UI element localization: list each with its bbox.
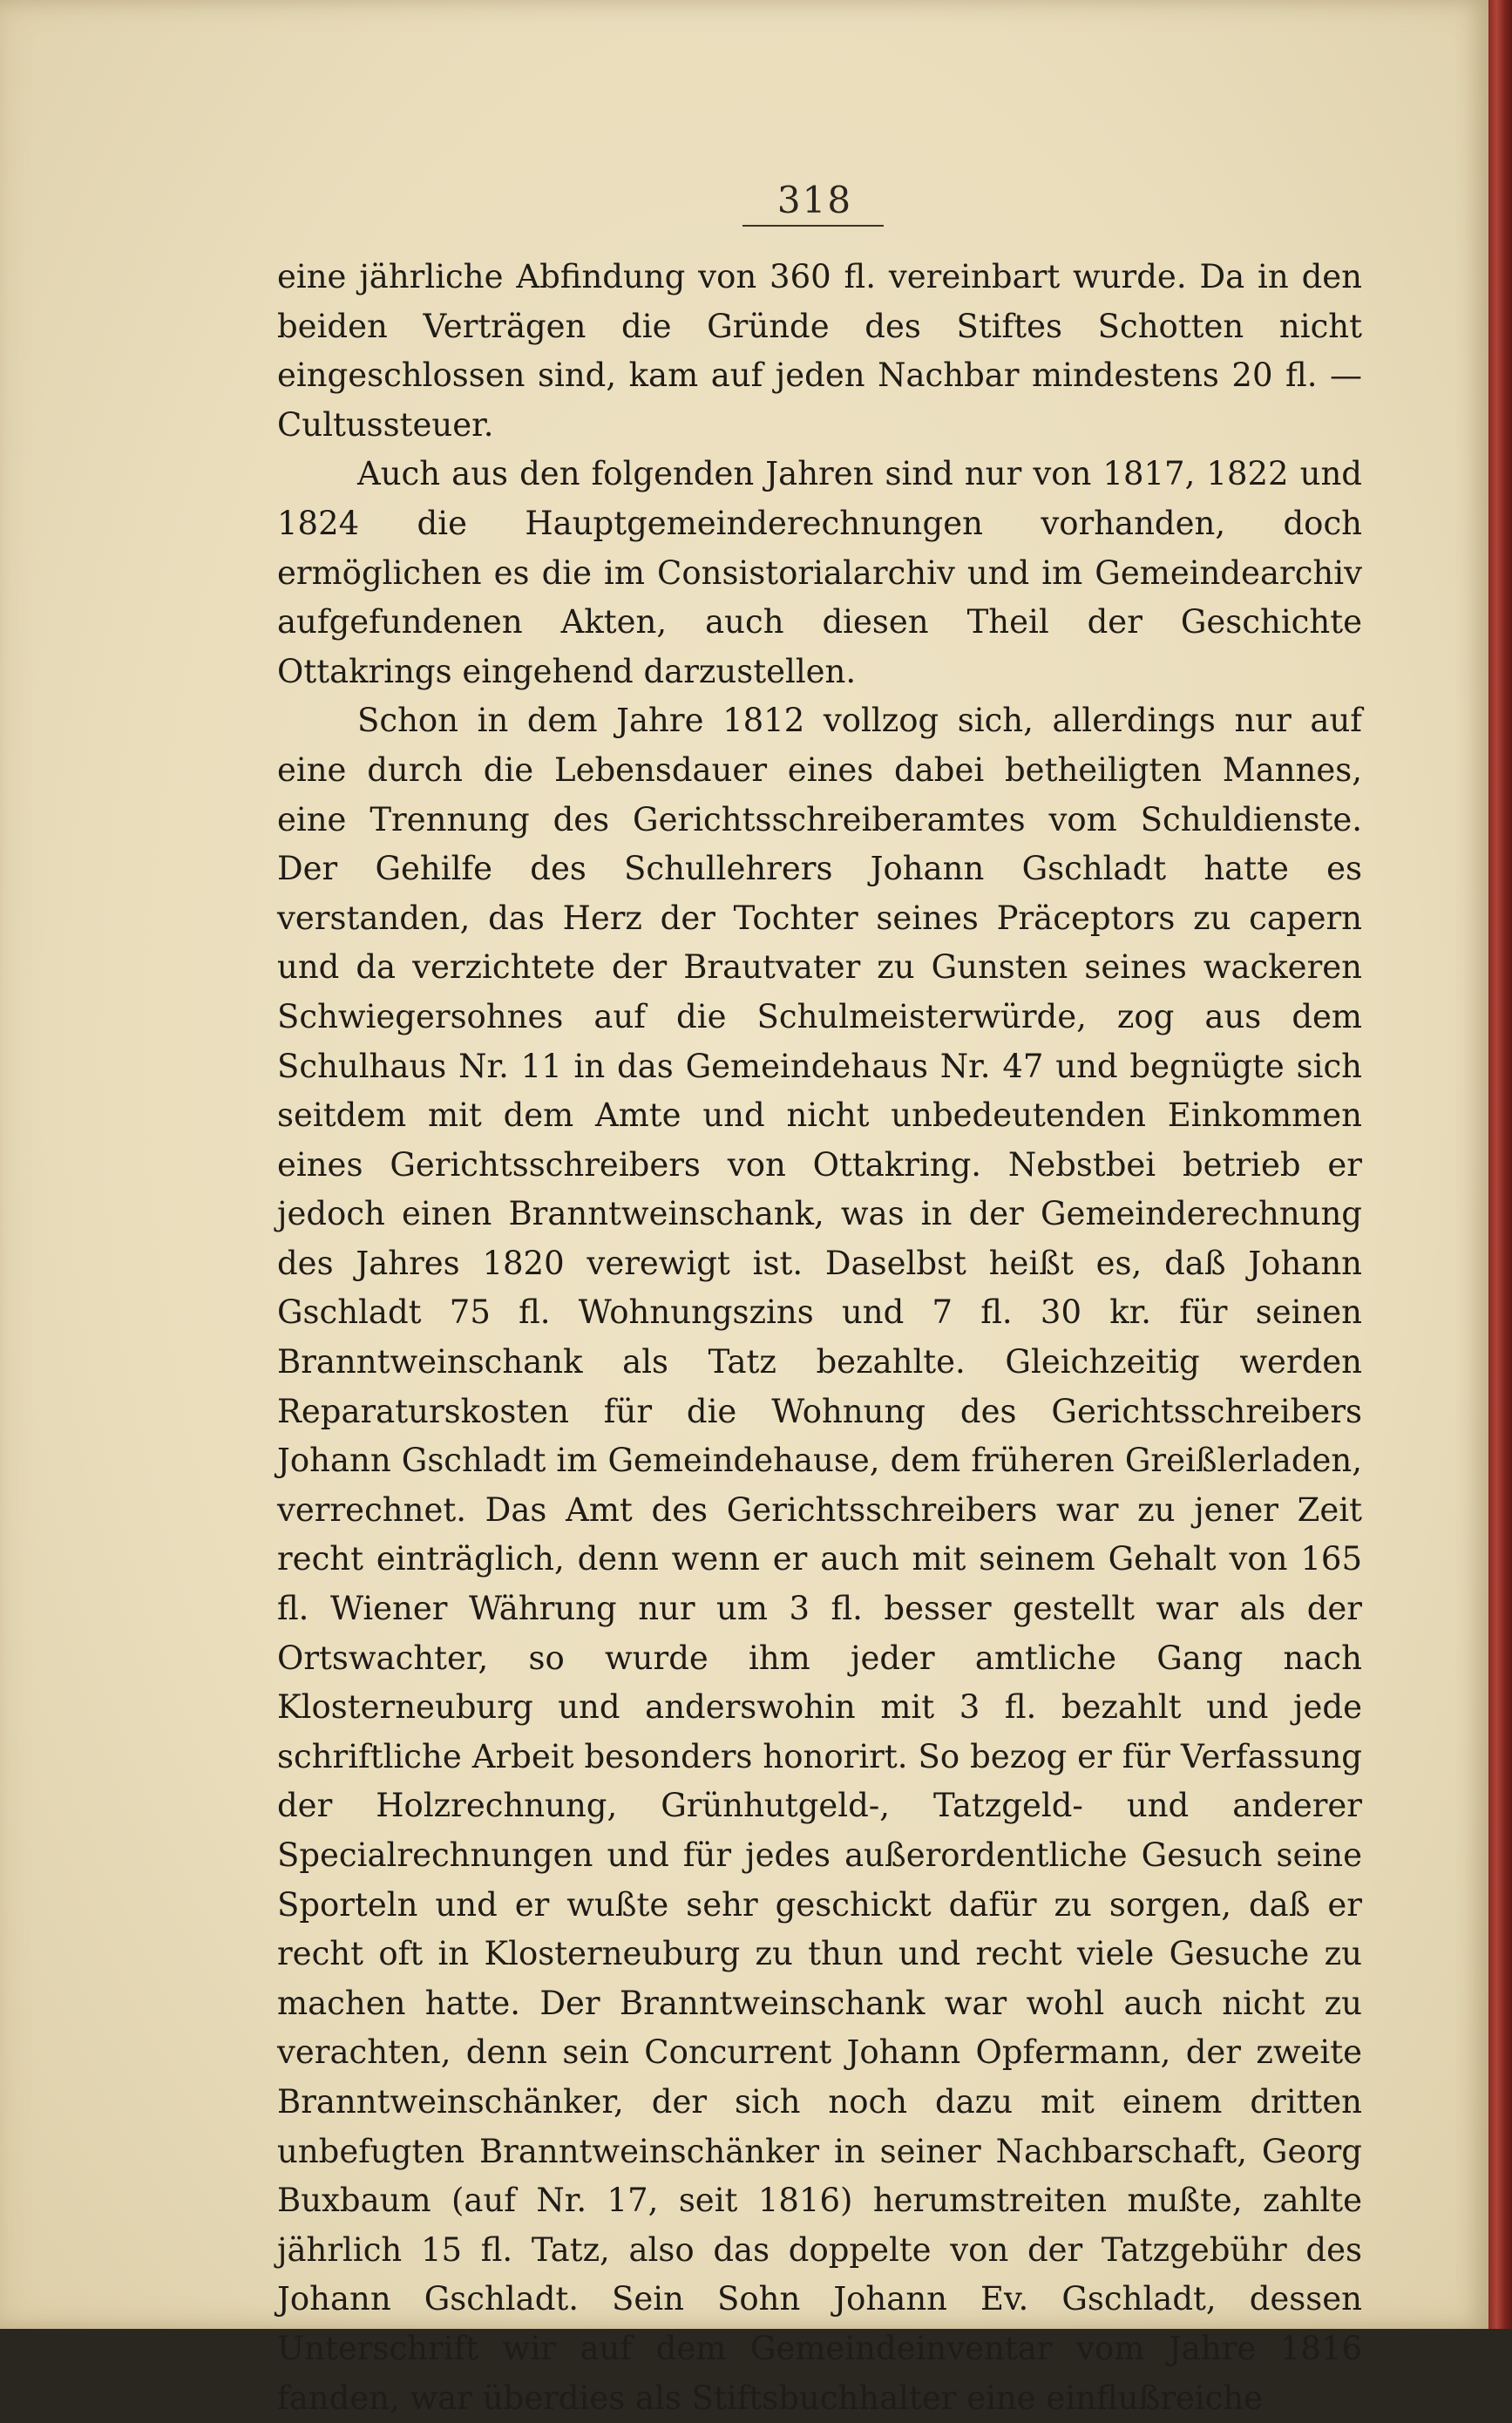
paragraph-continuation: eine jährliche Abfindung von 360 fl. vereinbart wurde. Da in den beiden Verträgen die Gründe des Stiftes Schotten nicht eingeschlossen sind, kam auf jeden Nachbar mindestens 20 fl. — Cultussteuer. [277, 258, 1362, 444]
book-edge [1488, 0, 1512, 2329]
paragraph-accounts: Auch aus den folgenden Jahren sind nur von 1817, 1822 und 1824 die Hauptgemeinderechnungen vorhanden, doch ermöglichen es die im Consistorialarchiv und im Gemeindearchiv aufgefundenen Akten, auch diesen Theil der Geschichte Ottakrings eingehend darzustellen. [277, 455, 1362, 690]
paragraph-court-clerk: Schon in dem Jahre 1812 vollzog sich, allerdings nur auf eine durch die Lebensdauer eines dabei betheiligten Mannes, eine Trennung des Gerichtsschreiberamtes vom Schuldienste. Der Gehilfe des Schullehrers Johann Gschladt hatte es verstanden, das Herz der Tochter seines Präceptors zu capern und da verzichtete der Brautvater zu Gunsten seines wackeren Schwiegersohnes auf die Schulmeisterwürde, zog aus dem Schulhaus Nr. 11 in das Gemeindehaus Nr. 47 und begnügte sich seitdem mit dem Amte und nicht unbedeutenden Einkommen eines Gerichtsschreibers von Ottakring. Nebstbei betrieb er jedoch einen Branntweinschank, was in der Gemeinderechnung des Jahres 1820 verewigt ist. Daselbst heißt es, daß Johann Gschladt 75 fl. Wohnungszins und 7 fl. 30 kr. für seinen Branntweinschank als Tatz bezahlte. Gleichzeitig werden Reparaturskosten für die Wohnung des Gerichtsschreibers Johann Gschladt im Gemeindehause, dem früheren Greißlerladen, verrechnet. Das Amt des Gerichtsschreibers war zu jener Zeit recht einträglich, denn wenn er auch mit seinem Gehalt von 165 fl. Wiener Währung nur um 3 fl. besser gestellt war als der Ortswachter, so wurde ihm jeder amtliche Gang nach Klosterneuburg und anderswohin mit 3 fl. bezahlt und jede schriftliche Arbeit besonders honorirt. So bezog er für Verfassung der Holzrechnung, Grünhutgeld-, Tatzgeld- und anderer Specialrechnungen und für jedes außerordentliche Gesuch seine Sporteln und er wußte sehr geschickt dafür zu sorgen, daß er recht oft in Klosterneuburg zu thun und recht viele Gesuche zu machen hatte. Der Branntweinschank war wohl auch nicht zu verachten, denn sein Concurrent Johann Opfermann, der zweite Branntweinschänker, der sich noch dazu mit einem dritten unbefugten Branntweinschänker in seiner Nachbarschaft, Georg Buxbaum (auf Nr. 17, seit 1816) herumstreiten mußte, zahlte jährlich 15 fl. Tatz, also das doppelte von der Tatzgebühr des Johann Gschladt. Sein Sohn Johann Ev. Gschladt, dessen Unterschrift wir auf dem Gemeindeinventar vom Jahre 1816 fanden, war überdies als Stiftsbuchhalter eine einflußreiche [277, 702, 1362, 2417]
page-number-rule [742, 225, 884, 227]
page-number: 318 [776, 179, 853, 221]
body-text [277, 253, 1362, 2423]
